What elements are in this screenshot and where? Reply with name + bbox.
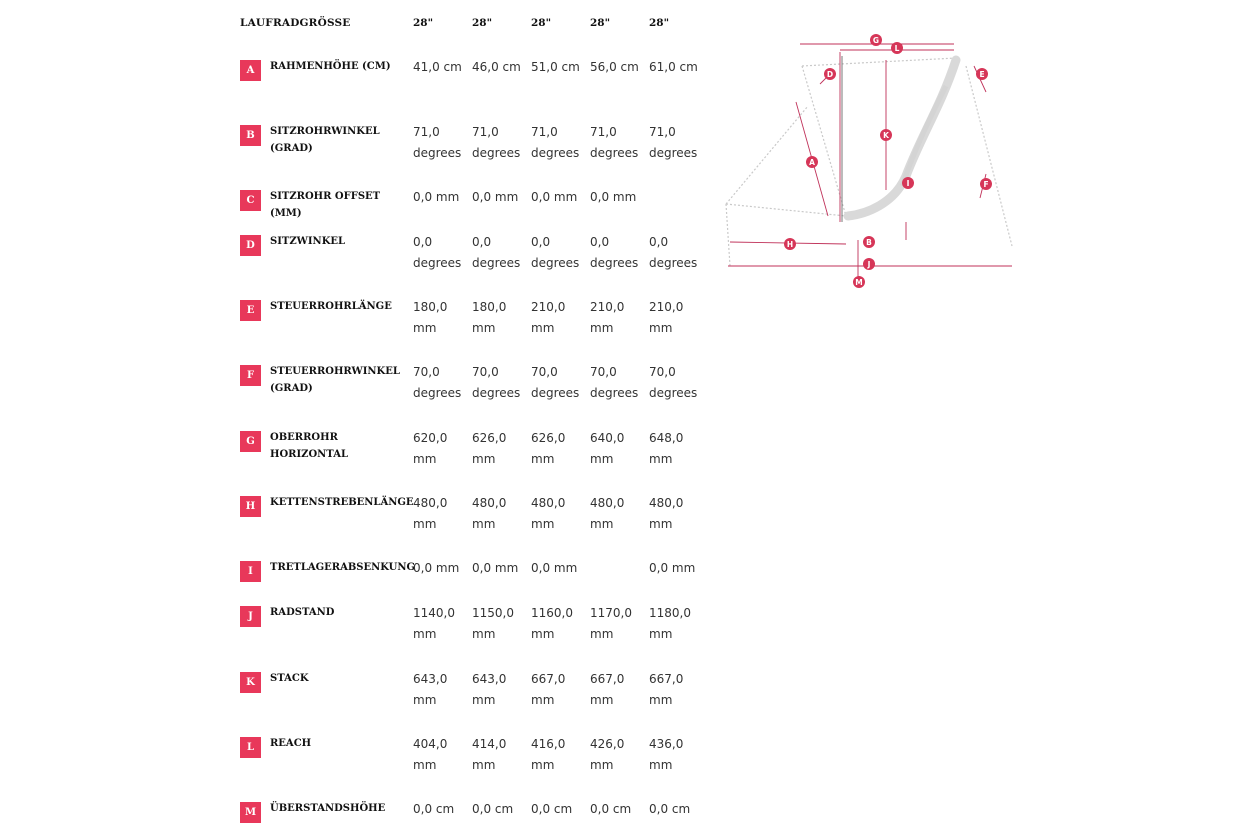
row-letter-badge: K — [240, 672, 261, 693]
row-value-size-1: 480,0 mm — [413, 496, 448, 531]
row-value-size-4: 640,0 mm — [590, 431, 625, 466]
row-value-size-3: 416,0 mm — [531, 737, 566, 772]
row-parameter-label: ÜBERSTANDSHÖHE — [270, 803, 386, 814]
svg-text:E: E — [979, 69, 985, 79]
frame-chainstay — [726, 204, 846, 216]
row-value-size-3: 0,0 mm — [531, 561, 578, 575]
diagram-label-l — [891, 42, 903, 54]
row-letter-badge: F — [240, 365, 261, 386]
row-parameter-label: SITZROHR OFFSET (MM) — [270, 191, 381, 219]
svg-text:I: I — [906, 178, 910, 188]
row-value-size-4: 667,0 mm — [590, 672, 625, 707]
frame-wheel-rear — [726, 204, 730, 266]
row-parameter-label: STEUERROHRLÄNGE — [270, 301, 392, 312]
row-value-size-3: 70,0 degrees — [531, 365, 580, 400]
size-header-5: 28" — [649, 17, 670, 29]
row-value-size-2: 1150,0 mm — [472, 606, 514, 641]
row-parameter-label: TRETLAGERABSENKUNG — [270, 562, 416, 573]
row-value-size-2: 0,0 mm — [472, 561, 519, 575]
diagram-label-j — [863, 258, 875, 270]
row-letter-badge: B — [240, 125, 261, 146]
row-value-size-1: 70,0 degrees — [413, 365, 462, 400]
row-value-size-3: 51,0 cm — [531, 60, 580, 74]
row-letter-badge: G — [240, 431, 261, 452]
row-value-size-3: 0,0 degrees — [531, 235, 580, 270]
frame-fork — [966, 66, 1012, 246]
row-value-size-4: 426,0 mm — [590, 737, 625, 772]
svg-text:D: D — [826, 69, 834, 79]
size-header-3: 28" — [531, 17, 552, 29]
row-value-size-2: 480,0 mm — [472, 496, 507, 531]
row-value-size-3: 1160,0 mm — [531, 606, 573, 641]
row-value-size-5: 61,0 cm — [649, 60, 698, 74]
row-value-size-5: 667,0 mm — [649, 672, 684, 707]
wheel-size-header: LAUFRADGRÖSSE — [240, 17, 351, 29]
row-letter-badge: D — [240, 235, 261, 256]
row-value-size-1: 180,0 mm — [413, 300, 448, 335]
diagram-label-g — [870, 34, 882, 46]
row-value-size-1: 620,0 mm — [413, 431, 448, 466]
row-value-size-5: 648,0 mm — [649, 431, 684, 466]
row-letter-badge: L — [240, 737, 261, 758]
row-parameter-label: KETTENSTREBENLÄNGE — [270, 497, 414, 508]
row-value-size-2: 0,0 mm — [472, 190, 519, 204]
row-value-size-5: 71,0 degrees — [649, 125, 698, 160]
row-value-size-4: 71,0 degrees — [590, 125, 639, 160]
diagram-label-b — [863, 236, 875, 248]
frame-seat-tube — [802, 66, 846, 216]
row-value-size-5: 480,0 mm — [649, 496, 684, 531]
row-value-size-5: 0,0 cm — [649, 802, 691, 816]
row-parameter-label: RAHMENHÖHE (CM) — [270, 61, 391, 72]
row-value-size-4: 0,0 mm — [590, 190, 637, 204]
row-value-size-2: 0,0 degrees — [472, 235, 521, 270]
row-parameter-label: OBERROHR HORIZONTAL — [270, 432, 348, 460]
row-value-size-2: 46,0 cm — [472, 60, 521, 74]
row-value-size-1: 71,0 degrees — [413, 125, 462, 160]
row-value-size-1: 0,0 degrees — [413, 235, 462, 270]
row-value-size-4: 0,0 degrees — [590, 235, 639, 270]
row-value-size-1: 41,0 cm — [413, 60, 462, 74]
row-parameter-label: SITZROHRWINKEL (GRAD) — [270, 126, 380, 154]
row-value-size-4: 210,0 mm — [590, 300, 625, 335]
frame-geometry-diagram — [716, 26, 1026, 296]
row-value-size-2: 414,0 mm — [472, 737, 507, 772]
row-value-size-3: 626,0 mm — [531, 431, 566, 466]
svg-text:L: L — [894, 43, 900, 53]
row-value-size-1: 643,0 mm — [413, 672, 448, 707]
diagram-label-e — [976, 68, 988, 80]
svg-text:F: F — [983, 179, 989, 189]
frame-down-tube — [848, 60, 956, 216]
row-value-size-4: 0,0 cm — [590, 802, 632, 816]
row-value-size-2: 71,0 degrees — [472, 125, 521, 160]
row-value-size-4: 70,0 degrees — [590, 365, 639, 400]
row-parameter-label: STEUERROHRWINKEL (GRAD) — [270, 366, 400, 394]
row-value-size-5: 0,0 degrees — [649, 235, 698, 270]
row-value-size-5: 70,0 degrees — [649, 365, 698, 400]
row-value-size-2: 0,0 cm — [472, 802, 514, 816]
row-value-size-5: 1180,0 mm — [649, 606, 691, 641]
row-parameter-label: STACK — [270, 673, 309, 684]
svg-text:M: M — [855, 277, 863, 287]
svg-text:A: A — [809, 157, 815, 167]
row-parameter-label: RADSTAND — [270, 607, 335, 618]
row-value-size-2: 626,0 mm — [472, 431, 507, 466]
row-letter-badge: H — [240, 496, 261, 517]
row-value-size-4: 56,0 cm — [590, 60, 639, 74]
row-value-size-3: 667,0 mm — [531, 672, 566, 707]
row-letter-badge: A — [240, 60, 261, 81]
diagram-label-a — [806, 156, 818, 168]
row-parameter-label: SITZWINKEL — [270, 236, 346, 247]
row-letter-badge: M — [240, 802, 261, 823]
diagram-label-f — [980, 178, 992, 190]
row-value-size-1: 0,0 cm — [413, 802, 455, 816]
row-letter-badge: J — [240, 606, 261, 627]
row-value-size-1: 404,0 mm — [413, 737, 448, 772]
row-letter-badge: E — [240, 300, 261, 321]
row-letter-badge: I — [240, 561, 261, 582]
svg-text:H: H — [786, 239, 794, 249]
diagram-label-m — [853, 276, 865, 288]
row-value-size-4: 480,0 mm — [590, 496, 625, 531]
frame-top-tube — [802, 58, 956, 66]
row-parameter-label: REACH — [270, 738, 312, 749]
row-value-size-3: 210,0 mm — [531, 300, 566, 335]
svg-text:K: K — [883, 130, 889, 140]
row-value-size-3: 0,0 cm — [531, 802, 573, 816]
row-value-size-1: 0,0 mm — [413, 561, 460, 575]
row-value-size-2: 643,0 mm — [472, 672, 507, 707]
row-value-size-5: 0,0 mm — [649, 561, 696, 575]
svg-text:B: B — [866, 237, 872, 247]
diagram-label-d — [824, 68, 836, 80]
row-letter-badge: C — [240, 190, 261, 211]
row-value-size-1: 1140,0 mm — [413, 606, 455, 641]
size-header-2: 28" — [472, 17, 493, 29]
row-value-size-3: 71,0 degrees — [531, 125, 580, 160]
diagram-label-h — [784, 238, 796, 250]
diagram-label-k — [880, 129, 892, 141]
size-header-1: 28" — [413, 17, 434, 29]
row-value-size-1: 0,0 mm — [413, 190, 460, 204]
diagram-label-i — [902, 177, 914, 189]
row-value-size-2: 70,0 degrees — [472, 365, 521, 400]
row-value-size-5: 210,0 mm — [649, 300, 684, 335]
row-value-size-4: 1170,0 mm — [590, 606, 632, 641]
size-header-4: 28" — [590, 17, 611, 29]
svg-text:G: G — [872, 35, 880, 45]
row-value-size-2: 180,0 mm — [472, 300, 507, 335]
row-value-size-3: 0,0 mm — [531, 190, 578, 204]
frame-seatstay — [726, 106, 808, 204]
row-value-size-5: 436,0 mm — [649, 737, 684, 772]
svg-text:J: J — [867, 259, 871, 269]
row-value-size-3: 480,0 mm — [531, 496, 566, 531]
